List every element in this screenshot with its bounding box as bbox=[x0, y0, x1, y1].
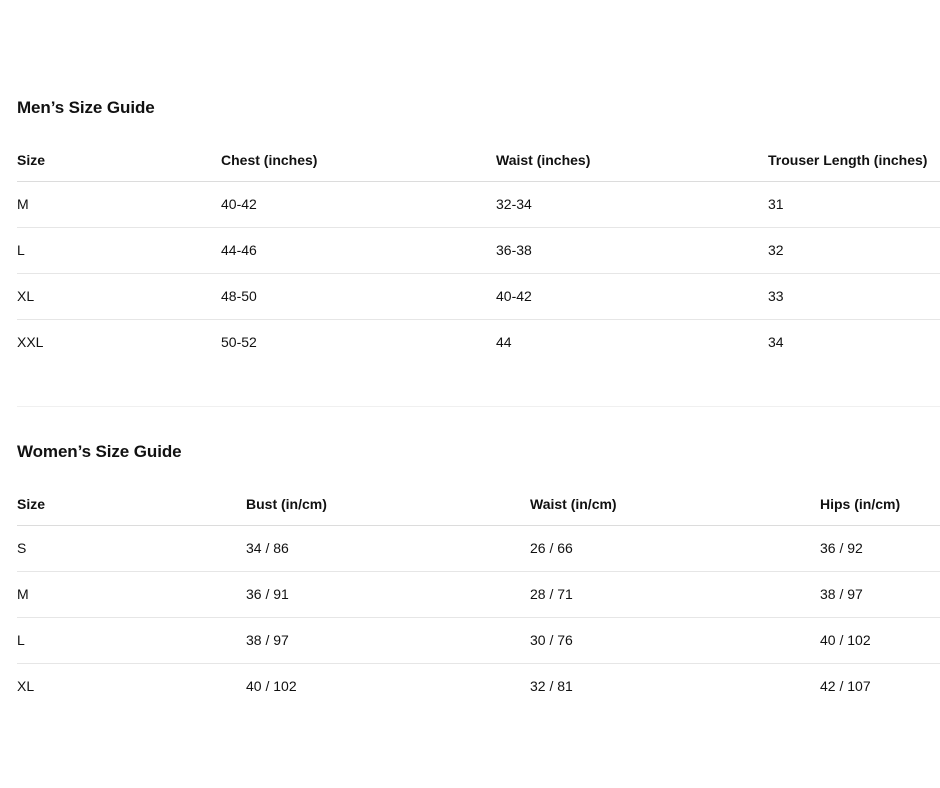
waist-cell: 40-42 bbox=[496, 273, 768, 319]
column-header-chest: Chest (inches) bbox=[221, 148, 496, 181]
bust-cell: 34 / 86 bbox=[246, 525, 530, 571]
size-cell: M bbox=[17, 181, 221, 227]
waist-cell: 30 / 76 bbox=[530, 617, 820, 663]
table-row bbox=[17, 227, 940, 273]
chest-cell: 44-46 bbox=[221, 227, 496, 273]
size-cell: XL bbox=[17, 678, 35, 694]
column-header-waist: Waist (inches) bbox=[496, 148, 768, 181]
table-row bbox=[17, 571, 940, 617]
table-row bbox=[17, 617, 940, 663]
table-row bbox=[17, 525, 940, 571]
trouser-length-cell: 31 bbox=[768, 181, 940, 227]
table-header-row bbox=[17, 492, 940, 525]
waist-cell: 44 bbox=[496, 334, 512, 350]
size-cell: L bbox=[17, 617, 246, 663]
trouser-length-cell: 33 bbox=[768, 273, 940, 319]
chest-cell: 48-50 bbox=[221, 273, 496, 319]
hips-cell: 36 / 92 bbox=[820, 525, 940, 571]
size-cell: XL bbox=[17, 273, 221, 319]
column-header-hips: Hips (in/cm) bbox=[820, 492, 940, 525]
column-header-bust: Bust (in/cm) bbox=[246, 492, 530, 525]
waist-cell: 32 / 81 bbox=[530, 678, 573, 694]
bust-cell: 40 / 102 bbox=[246, 678, 297, 694]
trouser-length-cell: 32 bbox=[768, 227, 940, 273]
waist-cell: 28 / 71 bbox=[530, 571, 820, 617]
mens-size-table bbox=[17, 148, 940, 365]
chest-cell: 50-52 bbox=[221, 334, 257, 350]
hips-cell: 40 / 102 bbox=[820, 617, 940, 663]
hips-cell: 42 / 107 bbox=[820, 678, 871, 694]
size-cell: L bbox=[17, 227, 221, 273]
column-header-size: Size bbox=[17, 148, 221, 181]
table-header-row bbox=[17, 148, 940, 181]
table-row bbox=[17, 273, 940, 319]
section-divider bbox=[17, 406, 940, 407]
waist-cell: 32-34 bbox=[496, 181, 768, 227]
bust-cell: 36 / 91 bbox=[246, 571, 530, 617]
column-header-size: Size bbox=[17, 492, 246, 525]
womens-size-guide-title: Women’s Size Guide bbox=[17, 442, 182, 461]
waist-cell: 26 / 66 bbox=[530, 525, 820, 571]
size-cell: S bbox=[17, 525, 246, 571]
size-cell: XXL bbox=[17, 334, 44, 350]
table-row bbox=[17, 181, 940, 227]
mens-size-guide-title: Men’s Size Guide bbox=[17, 98, 155, 117]
mens-size-guide bbox=[17, 96, 940, 365]
table-row bbox=[17, 663, 940, 709]
hips-cell: 38 / 97 bbox=[820, 571, 940, 617]
womens-size-table bbox=[17, 492, 940, 709]
trouser-length-cell: 34 bbox=[768, 334, 784, 350]
bust-cell: 38 / 97 bbox=[246, 617, 530, 663]
column-header-waist: Waist (in/cm) bbox=[530, 492, 820, 525]
womens-size-guide bbox=[17, 440, 940, 709]
column-header-trouser-length: Trouser Length (inches) bbox=[768, 148, 940, 181]
table-row bbox=[17, 319, 940, 365]
chest-cell: 40-42 bbox=[221, 181, 496, 227]
size-cell: M bbox=[17, 571, 246, 617]
waist-cell: 36-38 bbox=[496, 227, 768, 273]
